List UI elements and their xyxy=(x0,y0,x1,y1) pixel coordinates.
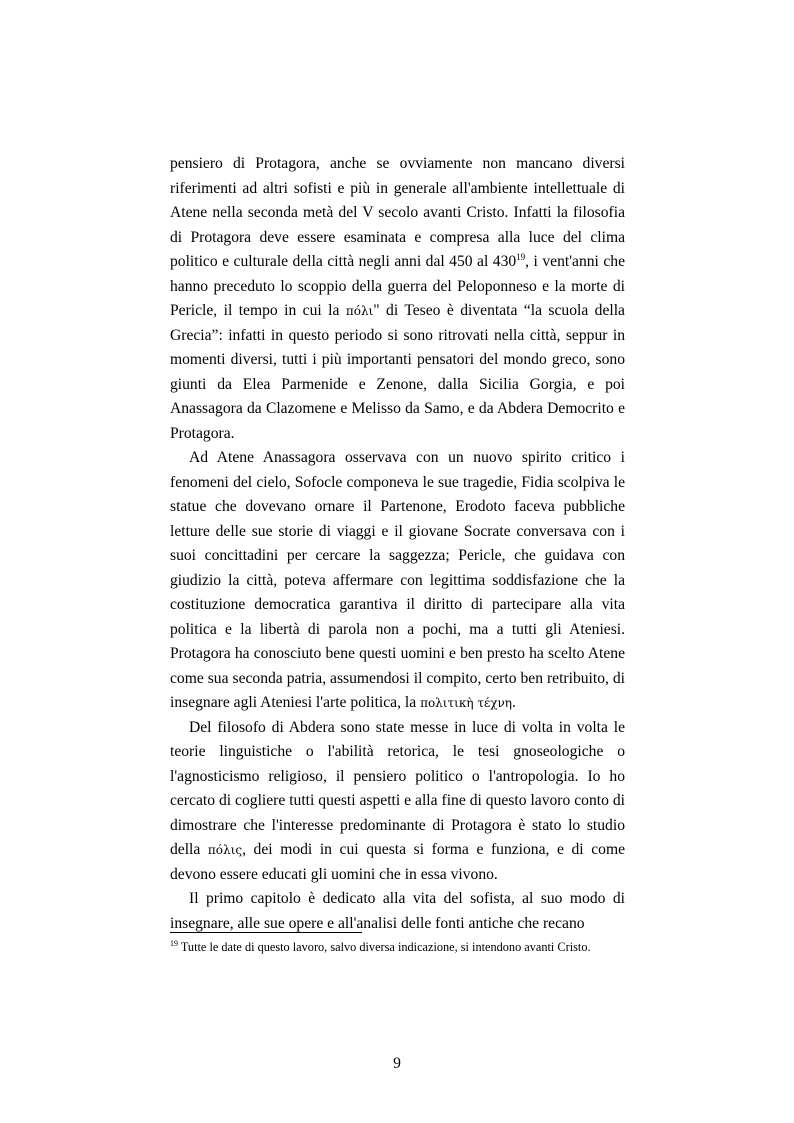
greek-word-poli: πόλι xyxy=(345,304,374,318)
paragraph-3-text-b: , dei modi in cui questa si forma e funziona, e di come devono essere educati gli uomini che in essa vivono. xyxy=(170,841,626,883)
footnote-reference[interactable]: 19 xyxy=(516,252,526,262)
footnote-text: Tutte le date di questo lavoro, salvo diversa indicazione, si intendono avanti Cristo. xyxy=(178,940,591,954)
paragraph-2-text-b: . xyxy=(511,694,516,711)
paragraph-1-text-c: " di Teseo è diventata “la scuola della Grecia”: infatti in questo periodo si sono ritrovati nella città, seppur in momenti diversi, tutti i più importanti pensatori del mondo greco, sono giunti da Elea Parmenide e Zenone, dalla Sicilia Gorgia, e poi Anassagora da Clazomene e Melisso da Samo, e da Abdera Democrito e Protagora. xyxy=(170,302,625,442)
page-number: 9 xyxy=(393,1055,401,1072)
footnote xyxy=(170,939,625,955)
footnote-number: 19 xyxy=(170,939,178,948)
footnote-separator xyxy=(170,932,362,933)
paragraph-2 xyxy=(170,446,625,716)
paragraph-1 xyxy=(170,152,625,446)
body-text xyxy=(170,152,625,936)
greek-word-polis: πόλις xyxy=(207,843,243,857)
paragraph-2-text-a: Ad Atene Anassagora osservava con un nuovo spirito critico i fenomeni del cielo, Sofocle componeva le sue tragedie, Fidia scolpiva le statue che dovevano ornare il Partenone, Erodoto faceva pubbliche letture delle sue storie di viaggi e il giovane Socrate conversava con i suoi concittadini per cercare la saggezza; Pericle, che guidava con giudizio la città, poteva affermare con legittima soddisfazione che la costituzione democratica garantiva il diritto di partecipare alla vita politica e la libertà di parola non a pochi, ma a tutti gli Ateniesi. Protagora ha conosciuto bene questi uomini e ben presto ha scelto Atene come sua seconda patria, assumendosi il compito, certo ben retribuito, di insegnare agli Ateniesi l'arte politica, la xyxy=(170,449,625,711)
paragraph-4-text: Il primo capitolo è dedicato alla vita del sofista, al suo modo di insegnare, alle sue opere e all'analisi delle fonti antiche che recano xyxy=(170,890,625,932)
paragraph-4 xyxy=(170,887,625,936)
paragraph-1-text-b: , i vent'anni che hanno preceduto lo scoppio della guerra del Peloponneso e la morte di Pericle, il tempo in cui la xyxy=(170,253,625,319)
greek-word-politike-techne: πολιτικὴ τέχνη xyxy=(420,696,512,710)
paragraph-3-text-a: Del filosofo di Abdera sono state messe in luce di volta in volta le teorie linguistiche o l'abilità retorica, le tesi gnoseologiche o l'agnosticismo religioso, il pensiero politico o l'antropologia. Io ho cercato di cogliere tutti questi aspetti e alla fine di questo lavoro conto di dimostrare che l'interesse predominante di Protagora è stato lo studio della xyxy=(170,718,625,858)
paragraph-1-text-a: pensiero di Protagora, anche se ovviamente non mancano diversi riferimenti ad altri sofisti e più in generale all'ambiente intellettuale di Atene nella seconda metà del V secolo avanti Cristo. Infatti la filosofia di Protagora deve essere esaminata e compresa alla luce del clima politico e culturale della città negli anni dal 450 al 430 xyxy=(170,155,625,270)
paragraph-3 xyxy=(170,716,625,888)
